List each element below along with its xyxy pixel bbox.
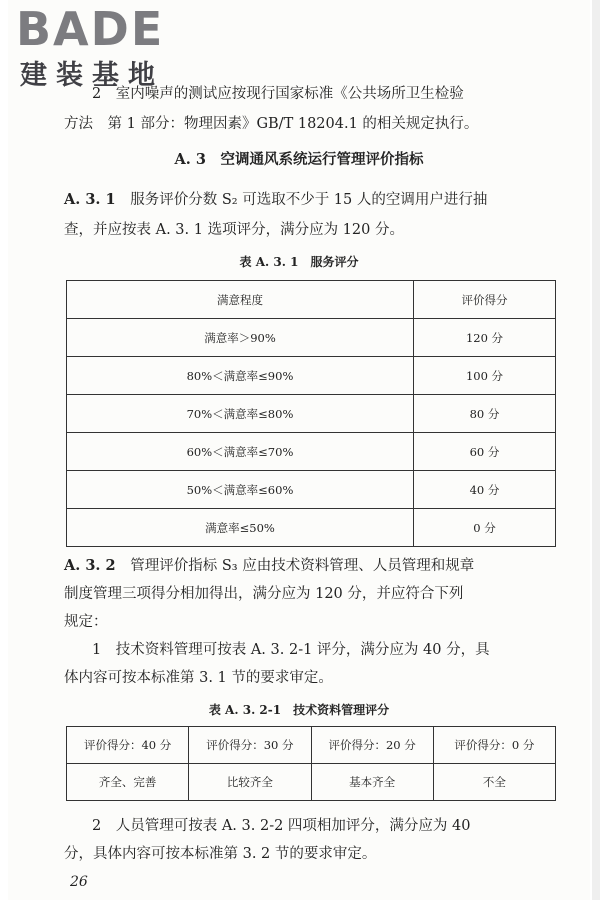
clause-text: 管理评价指标 S₃ 应由技术资料管理、人员管理和规章 <box>130 558 475 574</box>
clause-text: 服务评价分数 S₂ 可选取不少于 15 人的空调用户进行抽 <box>130 192 488 208</box>
table-cell: 评价得分：40 分 <box>67 727 189 764</box>
table-cell: 80 分 <box>414 395 556 433</box>
table-header-cell: 满意程度 <box>67 281 414 319</box>
clause-a32-line1 <box>64 556 474 576</box>
tech-data-score-table <box>66 726 556 801</box>
table-cell: 评价得分：20 分 <box>311 727 433 764</box>
table-row <box>67 319 556 357</box>
table1-caption: 表 A. 3. 1 服务评分 <box>239 255 359 269</box>
page-edge <box>592 0 600 900</box>
table-cell: 80%＜满意率≤90% <box>67 357 414 395</box>
table-row <box>67 471 556 509</box>
page-number: 26 <box>70 874 88 890</box>
table-cell: 60 分 <box>414 433 556 471</box>
paragraph-line: 分，具体内容可按本标准第 3. 2 节的要求审定。 <box>64 846 377 862</box>
document-page <box>8 0 590 900</box>
table-cell: 满意率＞90% <box>67 319 414 357</box>
table-cell: 100 分 <box>414 357 556 395</box>
watermark-logo <box>16 4 186 94</box>
table-row <box>67 764 556 801</box>
paragraph-line: 2 人员管理可按表 A. 3. 2-2 四项相加评分，满分应为 40 <box>92 818 471 834</box>
table-header-cell: 评价得分 <box>414 281 556 319</box>
table-cell: 50%＜满意率≤60% <box>67 471 414 509</box>
clause-a31-line1 <box>64 190 487 210</box>
table-header-row <box>67 281 556 319</box>
table-row <box>67 509 556 547</box>
paragraph-line: 1 技术资料管理可按表 A. 3. 2-1 评分，满分应为 40 分，具 <box>92 642 490 658</box>
table-cell: 比较齐全 <box>189 764 311 801</box>
clause-label: A. 3. 1 <box>64 191 116 208</box>
table-cell: 60%＜满意率≤70% <box>67 433 414 471</box>
paragraph-line: 制度管理三项得分相加得出，满分应为 120 分，并应符合下列 <box>64 586 464 602</box>
table-cell: 基本齐全 <box>311 764 433 801</box>
table-cell: 齐全、完善 <box>67 764 189 801</box>
table-row <box>67 433 556 471</box>
watermark-brand: BADE <box>16 2 165 56</box>
table-cell: 40 分 <box>414 471 556 509</box>
table-row <box>67 395 556 433</box>
table-cell: 不全 <box>433 764 555 801</box>
table-cell: 70%＜满意率≤80% <box>67 395 414 433</box>
paragraph-line: 体内容可按本标准第 3. 1 节的要求审定。 <box>64 670 333 686</box>
table-row <box>67 357 556 395</box>
table-cell: 评价得分：0 分 <box>433 727 555 764</box>
paragraph-line: 方法 第 1 部分：物理因素》GB/T 18204.1 的相关规定执行。 <box>64 116 479 132</box>
clause-label: A. 3. 2 <box>64 557 116 574</box>
table-cell: 满意率≤50% <box>67 509 414 547</box>
table-cell: 120 分 <box>414 319 556 357</box>
table2-caption: 表 A. 3. 2-1 技术资料管理评分 <box>208 703 390 717</box>
watermark-tagline: 建装基地 <box>20 60 164 91</box>
paragraph-line: 规定： <box>64 614 108 630</box>
table-cell: 评价得分：30 分 <box>189 727 311 764</box>
section-title: A. 3 空调通风系统运行管理评价指标 <box>174 151 424 168</box>
paragraph-line: 查，并应按表 A. 3. 1 选项评分，满分应为 120 分。 <box>64 222 404 238</box>
paragraph-line: 2 室内噪声的测试应按现行国家标准《公共场所卫生检验 <box>92 86 464 102</box>
table-row <box>67 727 556 764</box>
table-cell: 0 分 <box>414 509 556 547</box>
service-score-table <box>66 280 556 547</box>
